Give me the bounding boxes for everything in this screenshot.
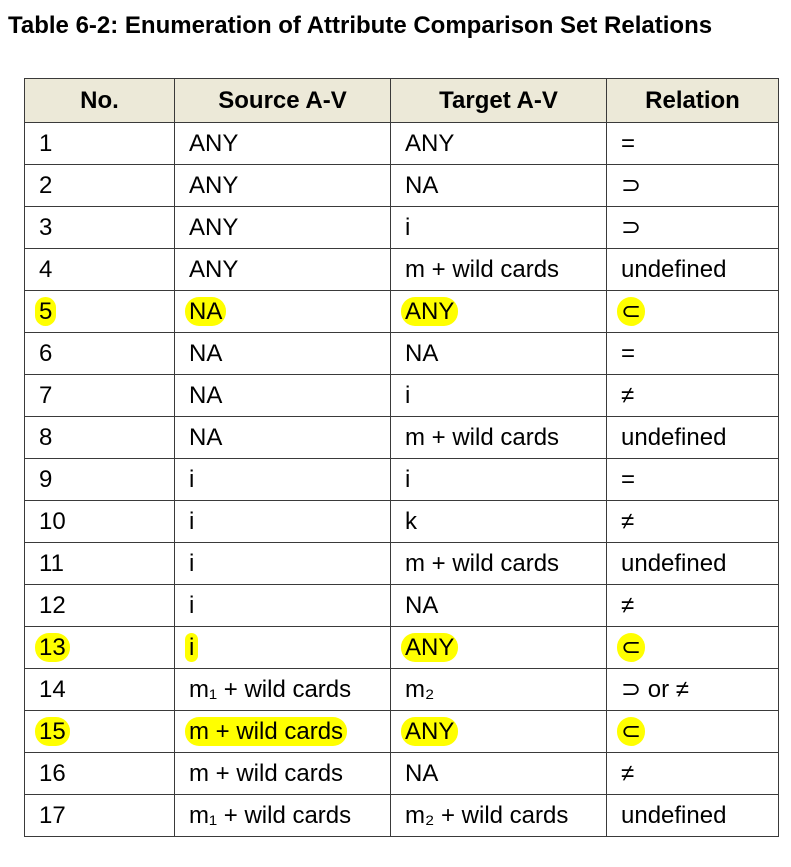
cell-target-text: k xyxy=(405,507,417,535)
cell-no-text: 15 xyxy=(35,717,70,746)
cell-target-text: ANY xyxy=(401,717,458,746)
cell-no xyxy=(25,207,175,249)
cell-source xyxy=(175,123,391,165)
cell-target-text: m + wild cards xyxy=(405,549,560,577)
cell-source xyxy=(175,375,391,417)
cell-source xyxy=(175,543,391,585)
cell-relation xyxy=(607,291,779,333)
cell-relation-text: = xyxy=(621,465,636,493)
cell-source xyxy=(175,333,391,375)
cell-relation-text: undefined xyxy=(621,255,727,283)
cell-target-text: ANY xyxy=(405,129,455,157)
table-row xyxy=(25,543,779,585)
cell-no xyxy=(25,123,175,165)
cell-target-text: NA xyxy=(405,171,439,199)
cell-relation xyxy=(607,669,779,711)
cell-source-text: m + wild cards xyxy=(189,759,344,787)
cell-source-text: i xyxy=(189,549,195,577)
cell-target xyxy=(391,711,607,753)
cell-target-text: m + wild cards xyxy=(405,255,560,283)
cell-source-text: ANY xyxy=(189,129,239,157)
cell-relation xyxy=(607,207,779,249)
cell-relation-text: ≠ xyxy=(621,507,635,535)
cell-source xyxy=(175,417,391,459)
cell-no-text: 10 xyxy=(39,507,66,535)
cell-no-text: 17 xyxy=(39,801,66,829)
cell-target xyxy=(391,123,607,165)
cell-no xyxy=(25,543,175,585)
cell-source-text: i xyxy=(185,633,198,662)
cell-no xyxy=(25,165,175,207)
cell-source xyxy=(175,459,391,501)
table-row xyxy=(25,291,779,333)
cell-target-text: NA xyxy=(405,339,439,367)
cell-target xyxy=(391,165,607,207)
cell-no xyxy=(25,795,175,837)
cell-relation xyxy=(607,375,779,417)
table-row xyxy=(25,585,779,627)
cell-no xyxy=(25,249,175,291)
table-row xyxy=(25,375,779,417)
table-row xyxy=(25,669,779,711)
cell-relation-text: ⊃ xyxy=(621,172,642,199)
table-row xyxy=(25,249,779,291)
cell-no xyxy=(25,753,175,795)
cell-target xyxy=(391,291,607,333)
cell-relation-text: ≠ xyxy=(621,591,635,619)
cell-target xyxy=(391,249,607,291)
cell-relation-text: ≠ xyxy=(621,381,635,409)
cell-relation xyxy=(607,417,779,459)
cell-no xyxy=(25,459,175,501)
cell-source-text: m₁ + wild cards xyxy=(189,675,352,703)
cell-no-text: 7 xyxy=(39,381,53,409)
column-header-relation: Relation xyxy=(607,79,779,123)
cell-no xyxy=(25,711,175,753)
table-row xyxy=(25,459,779,501)
table-row xyxy=(25,711,779,753)
cell-target xyxy=(391,753,607,795)
table-row xyxy=(25,795,779,837)
column-header-no: No. xyxy=(25,79,175,123)
cell-source-text: i xyxy=(189,591,195,619)
cell-target-text: m₂ xyxy=(405,675,435,703)
cell-relation xyxy=(607,753,779,795)
cell-no-text: 11 xyxy=(39,549,64,577)
cell-source-text: NA xyxy=(185,297,226,326)
cell-no-text: 6 xyxy=(39,339,53,367)
cell-source-text: ANY xyxy=(189,213,239,241)
cell-no-text: 5 xyxy=(35,297,56,326)
cell-relation-text: undefined xyxy=(621,549,727,577)
cell-source xyxy=(175,501,391,543)
cell-relation-text: ⊂ xyxy=(617,633,645,662)
cell-target xyxy=(391,585,607,627)
cell-relation-text: ⊂ xyxy=(617,297,645,326)
cell-source-text: i xyxy=(189,465,195,493)
cell-target xyxy=(391,543,607,585)
cell-source-text: i xyxy=(189,507,195,535)
cell-no-text: 8 xyxy=(39,423,53,451)
cell-relation xyxy=(607,585,779,627)
table-row xyxy=(25,333,779,375)
table-row xyxy=(25,165,779,207)
table-row xyxy=(25,417,779,459)
cell-source xyxy=(175,249,391,291)
column-header-source: Source A-V xyxy=(175,79,391,123)
cell-source xyxy=(175,627,391,669)
cell-source xyxy=(175,669,391,711)
cell-no-text: 3 xyxy=(39,213,53,241)
cell-relation xyxy=(607,711,779,753)
cell-source xyxy=(175,711,391,753)
cell-source-text: NA xyxy=(189,423,223,451)
cell-no-text: 13 xyxy=(35,633,70,662)
cell-source-text: ANY xyxy=(189,255,239,283)
cell-no-text: 1 xyxy=(39,129,53,157)
cell-no xyxy=(25,627,175,669)
cell-relation-text: ≠ xyxy=(621,759,635,787)
cell-no-text: 16 xyxy=(39,759,66,787)
table-caption: Table 6-2: Enumeration of Attribute Comparison Set Relations xyxy=(8,12,713,39)
cell-target xyxy=(391,669,607,711)
cell-source-text: m + wild cards xyxy=(185,717,347,746)
cell-no xyxy=(25,585,175,627)
cell-relation xyxy=(607,333,779,375)
cell-source xyxy=(175,795,391,837)
cell-no xyxy=(25,501,175,543)
cell-target-text: ANY xyxy=(401,633,458,662)
table-row xyxy=(25,207,779,249)
cell-no xyxy=(25,291,175,333)
cell-source xyxy=(175,165,391,207)
cell-relation xyxy=(607,543,779,585)
cell-relation-text: ⊂ xyxy=(617,717,645,746)
cell-target xyxy=(391,333,607,375)
cell-source xyxy=(175,207,391,249)
cell-relation-text: = xyxy=(621,129,636,157)
cell-no xyxy=(25,669,175,711)
cell-target xyxy=(391,795,607,837)
cell-no-text: 2 xyxy=(39,171,53,199)
cell-relation xyxy=(607,123,779,165)
cell-target-text: NA xyxy=(405,759,439,787)
cell-target-text: i xyxy=(405,465,411,493)
cell-relation-text: undefined xyxy=(621,801,727,829)
cell-relation xyxy=(607,459,779,501)
cell-relation xyxy=(607,501,779,543)
column-header-target: Target A-V xyxy=(391,79,607,123)
cell-no-text: 4 xyxy=(39,255,53,283)
cell-relation xyxy=(607,249,779,291)
attribute-comparison-table xyxy=(24,78,779,837)
cell-relation-text: undefined xyxy=(621,423,727,451)
header-row xyxy=(25,79,779,123)
cell-target xyxy=(391,459,607,501)
cell-target-text: m + wild cards xyxy=(405,423,560,451)
cell-relation-text: ⊃ xyxy=(621,214,642,241)
cell-source-text: NA xyxy=(189,381,223,409)
cell-relation xyxy=(607,165,779,207)
cell-relation-text: = xyxy=(621,339,636,367)
cell-source-text: ANY xyxy=(189,171,239,199)
cell-target-text: i xyxy=(405,213,411,241)
table-row xyxy=(25,627,779,669)
cell-target xyxy=(391,627,607,669)
cell-target xyxy=(391,417,607,459)
cell-no xyxy=(25,417,175,459)
cell-no-text: 12 xyxy=(39,591,66,619)
table-row xyxy=(25,501,779,543)
cell-target xyxy=(391,501,607,543)
cell-target xyxy=(391,375,607,417)
cell-target-text: m₂ + wild cards xyxy=(405,801,569,829)
cell-no xyxy=(25,333,175,375)
cell-no xyxy=(25,375,175,417)
cell-source xyxy=(175,753,391,795)
cell-relation xyxy=(607,627,779,669)
table-row xyxy=(25,753,779,795)
cell-source xyxy=(175,585,391,627)
cell-source-text: m₁ + wild cards xyxy=(189,801,352,829)
cell-source-text: NA xyxy=(189,339,223,367)
cell-no-text: 9 xyxy=(39,465,53,493)
cell-target-text: i xyxy=(405,381,411,409)
cell-target-text: ANY xyxy=(401,297,458,326)
table-row xyxy=(25,123,779,165)
cell-relation xyxy=(607,795,779,837)
cell-target-text: NA xyxy=(405,591,439,619)
cell-target xyxy=(391,207,607,249)
cell-no-text: 14 xyxy=(39,675,66,703)
cell-source xyxy=(175,291,391,333)
cell-relation-text: ⊃ or ≠ xyxy=(621,676,689,703)
